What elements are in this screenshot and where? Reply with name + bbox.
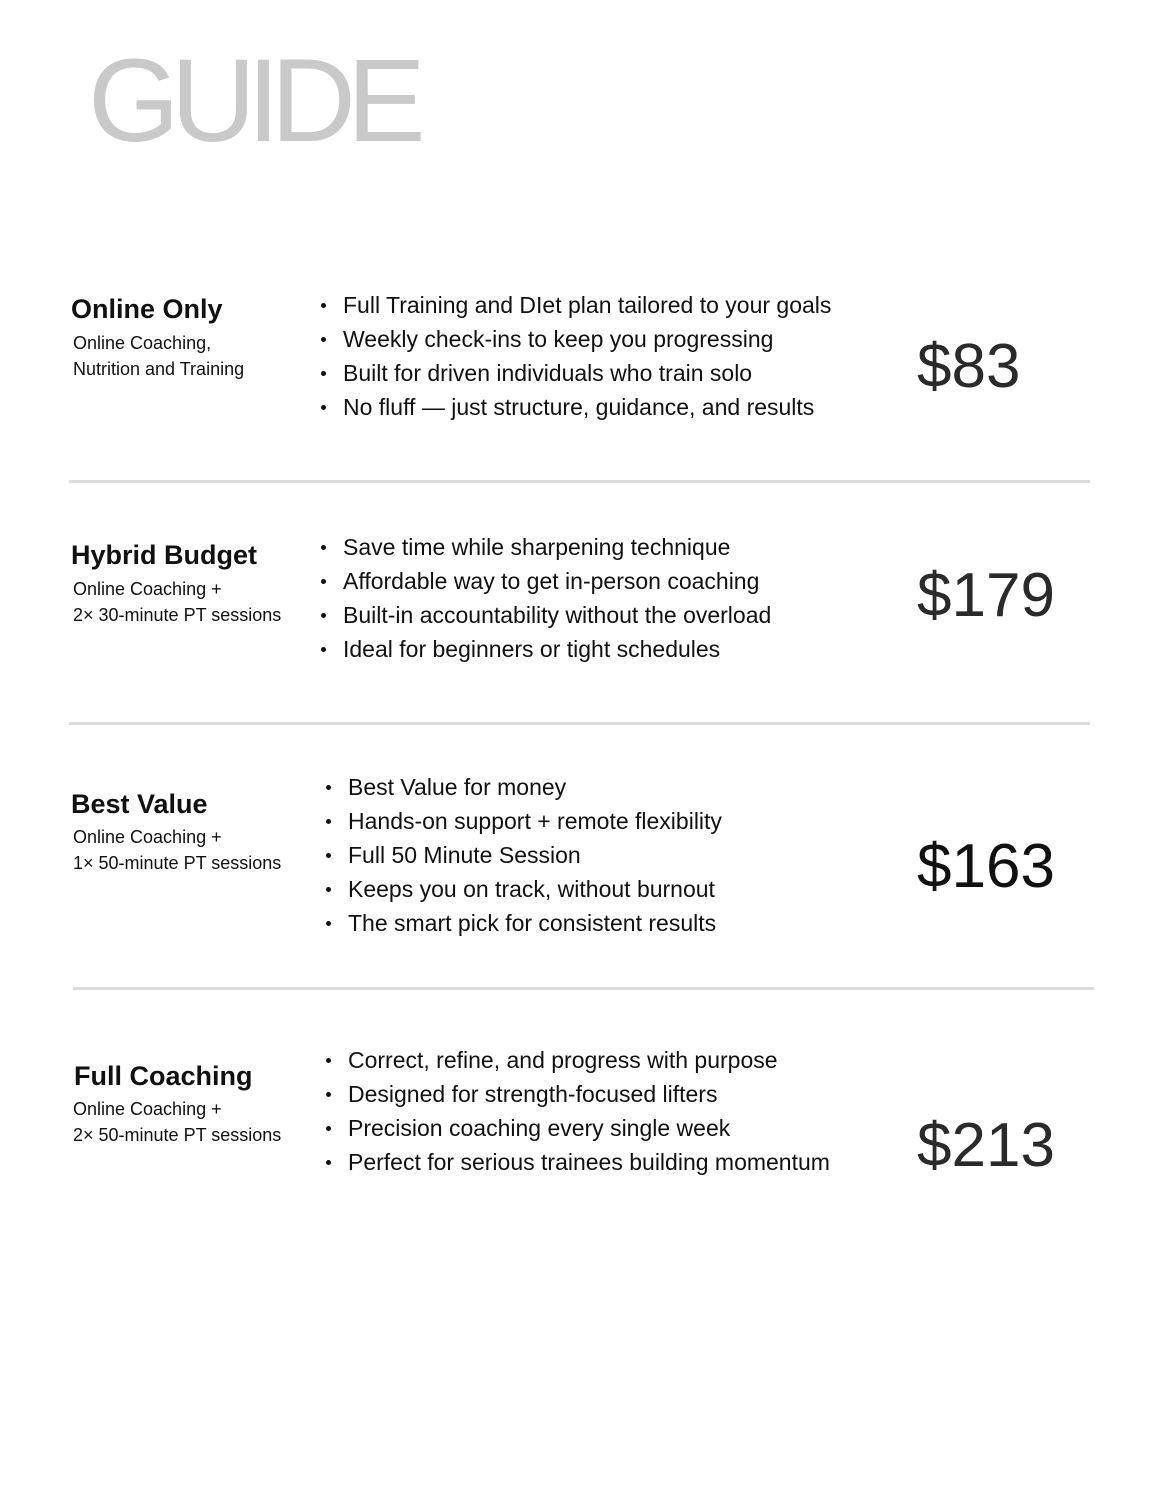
section-divider	[73, 987, 1094, 990]
feature-item: No fluff — just structure, guidance, and results	[318, 390, 831, 424]
feature-item: Built-in accountability without the overload	[318, 598, 771, 632]
feature-item: Hands-on support + remote flexibility	[323, 804, 722, 838]
feature-item: Correct, refine, and progress with purpose	[323, 1043, 830, 1077]
feature-item: Best Value for money	[323, 770, 722, 804]
page-title: GUIDE	[88, 35, 417, 167]
plan-description-line: Online Coaching +	[73, 827, 222, 847]
plan-description	[73, 824, 281, 876]
plan-feature-list	[318, 530, 771, 666]
feature-item: Precision coaching every single week	[323, 1111, 830, 1145]
plan-price: $163	[917, 832, 1055, 901]
plan-description	[73, 576, 281, 628]
plan-feature-list	[323, 770, 722, 940]
plan-name: Best Value	[71, 789, 208, 819]
plan-price: $83	[917, 332, 1021, 401]
feature-item: Save time while sharpening technique	[318, 530, 771, 564]
plan-name: Full Coaching	[74, 1061, 253, 1091]
feature-item: Keeps you on track, without burnout	[323, 872, 722, 906]
feature-item: Full 50 Minute Session	[323, 838, 722, 872]
feature-item: Built for driven individuals who train solo	[318, 356, 831, 390]
plan-description	[73, 1096, 281, 1148]
feature-item: Weekly check-ins to keep you progressing	[318, 322, 831, 356]
plan-feature-list	[318, 288, 831, 424]
plan-description	[73, 330, 244, 382]
plan-name: Online Only	[71, 294, 223, 324]
section-divider	[69, 480, 1090, 483]
plan-description-line: 1× 50-minute PT sessions	[73, 853, 282, 873]
plan-name: Hybrid Budget	[71, 540, 257, 570]
plan-description-line: 2× 50-minute PT sessions	[73, 1125, 282, 1145]
feature-item: Full Training and DIet plan tailored to your goals	[318, 288, 831, 322]
plan-price: $213	[917, 1111, 1055, 1180]
plan-description-line: Nutrition and Training	[73, 359, 245, 379]
plan-description-line: Online Coaching,	[73, 333, 212, 353]
feature-item: Ideal for beginners or tight schedules	[318, 632, 771, 666]
feature-item: Perfect for serious trainees building momentum	[323, 1145, 830, 1179]
plan-price: $179	[917, 561, 1055, 630]
plan-description-line: 2× 30-minute PT sessions	[73, 605, 282, 625]
plan-description-line: Online Coaching +	[73, 579, 222, 599]
section-divider	[69, 722, 1090, 725]
feature-item: The smart pick for consistent results	[323, 906, 722, 940]
feature-item: Affordable way to get in-person coaching	[318, 564, 771, 598]
plan-feature-list	[323, 1043, 830, 1179]
feature-item: Designed for strength-focused lifters	[323, 1077, 830, 1111]
plan-description-line: Online Coaching +	[73, 1099, 222, 1119]
